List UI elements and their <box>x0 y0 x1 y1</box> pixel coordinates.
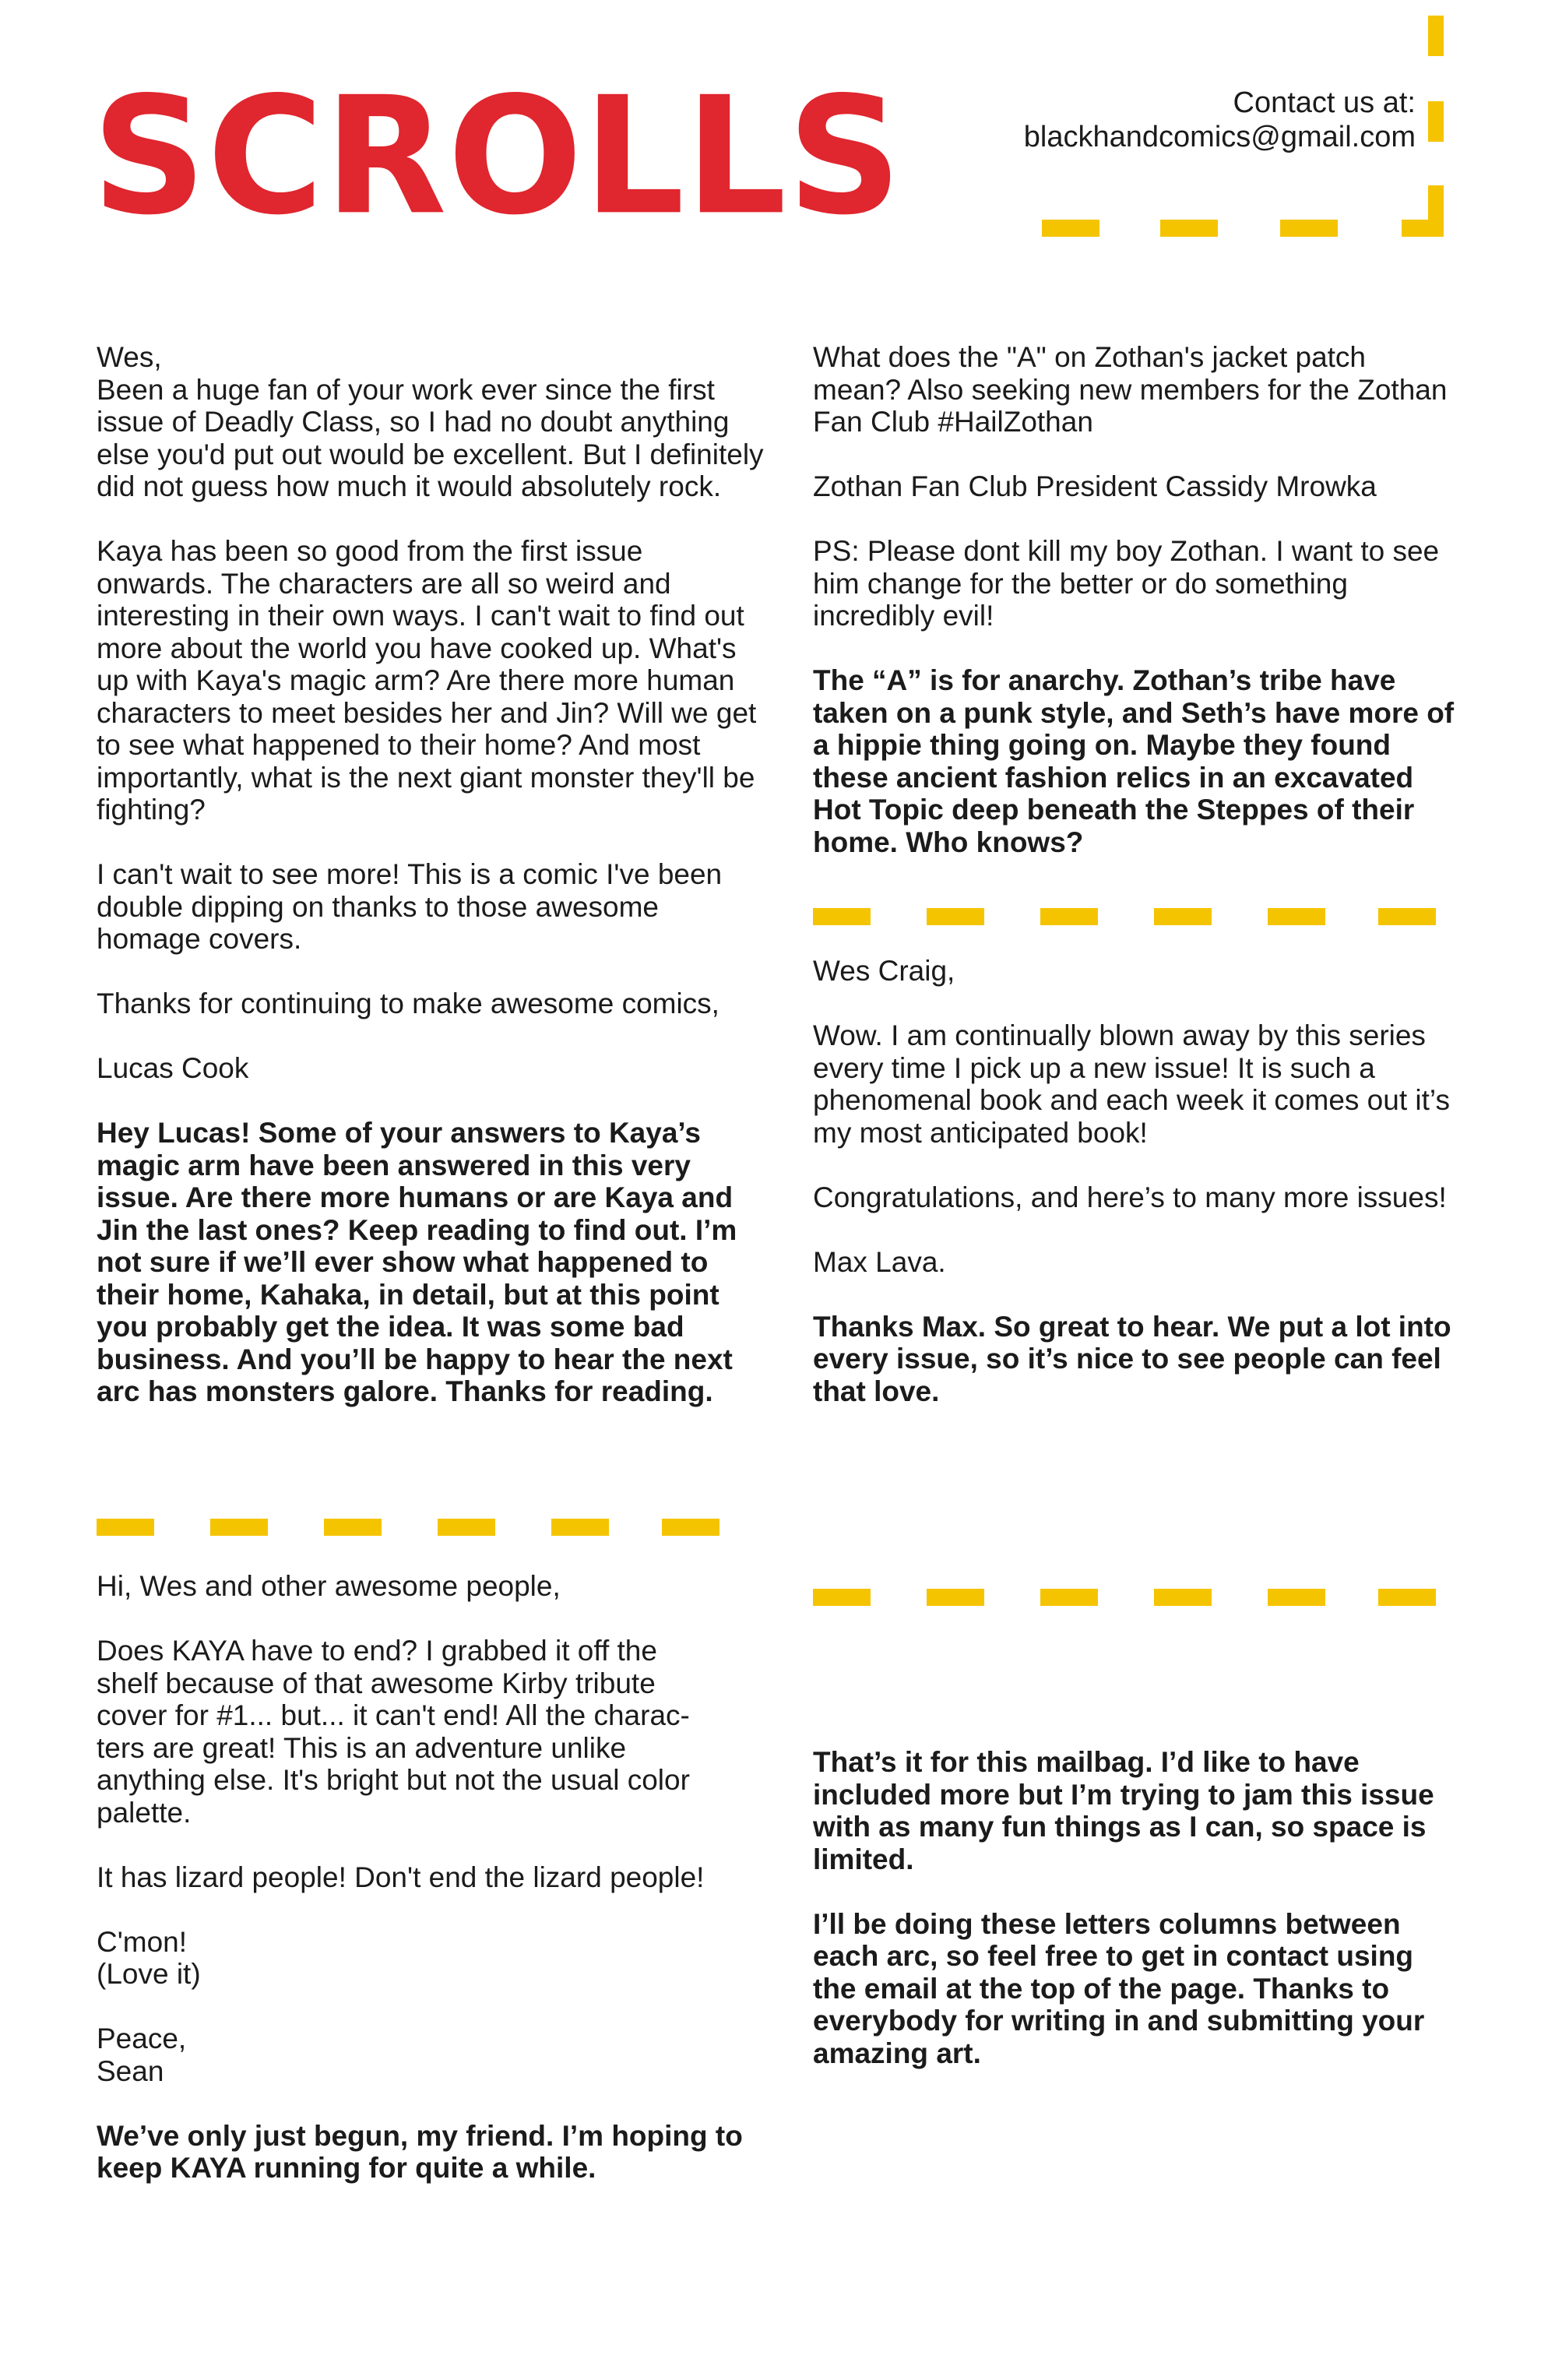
bracket-segment <box>1042 220 1099 237</box>
letter-paragraph: C'mon! (Love it) <box>97 1925 201 1990</box>
letter-paragraph: What does the "A" on Zothan's jacket patch mean? Also seeking new members for the Zothan Fan Club #HailZothan <box>813 341 1448 438</box>
section-divider <box>97 1519 719 1536</box>
bracket-segment <box>1428 101 1444 142</box>
editor-reply: We’ve only just begun, my friend. I’m hoping to keep KAYA running for quite a while. <box>97 2119 743 2184</box>
bracket-segment <box>1280 220 1338 237</box>
letter-paragraph: Kaya has been so good from the first issue onwards. The characters are all so weird and interesting in their own ways. I can't wait to find out more about the world you have cooked up. What's up with Kaya's magic arm? Are there more human characters to meet besides her and Jin? Will we get to see what happened to their home? And most importantly, what is the next giant monster they'll be fighting? <box>97 535 757 826</box>
editor-reply: Hey Lucas! Some of your answers to Kaya’s magic arm have been answered in this very issue. Are there more humans or are Kaya and Jin the last ones? Keep reading to find out. I’m not sure if we’ll ever show what happened to their home, Kahaka, in detail, but at this point you probably get the idea. It was some bad business. And you’ll be happy to hear the next arc has monsters galore. Thanks for reading. <box>97 1117 737 1407</box>
section-divider <box>813 908 1436 925</box>
contact-label: Contact us at: <box>1233 86 1416 119</box>
contact-email: blackhandcomics@gmail.com <box>1023 121 1416 153</box>
letter-signature: Zothan Fan Club President Cassidy Mrowka <box>813 470 1377 502</box>
letter-paragraph: Thanks for continuing to make awesome comics, <box>97 988 719 1019</box>
bracket-segment <box>1428 185 1444 237</box>
letter-salutation: Hi, Wes and other awesome people, <box>97 1570 561 1602</box>
letter-signature: Max Lava. <box>813 1245 946 1278</box>
letter-cassidy <box>813 341 1459 858</box>
section-divider <box>813 1589 1436 1606</box>
editor-reply: The “A” is for anarchy. Zothan’s tribe have taken on a punk style, and Seth’s have more of a hippie thing going on. Maybe they found these ancient fashion relics in an excavated Hot Topic deep beneath the Steppes of their home. Who knows? <box>813 664 1455 858</box>
left-column <box>97 341 766 1440</box>
letter-salutation: Wes, <box>97 341 162 373</box>
right-column-middle <box>813 955 1459 1440</box>
right-column <box>813 341 1459 891</box>
letter-paragraph: Congratulations, and here’s to many more issues! <box>813 1181 1447 1213</box>
left-column-lower <box>97 1570 766 2216</box>
letter-postscript: PS: Please dont kill my boy Zothan. I want to see him change for the better or do something incredibly evil! <box>813 535 1440 632</box>
bracket-segment <box>1160 220 1218 237</box>
bracket-segment <box>1428 16 1444 56</box>
letter-signature: Lucas Cook <box>97 1052 249 1084</box>
letter-paragraph: Does KAYA have to end? I grabbed it off the shelf because of that awesome Kirby tribute cover for #1... but... it can't end! All the charac-ters are great! This is an adventure unlike anything else. It's bright but not the usual color palette. <box>97 1635 690 1829</box>
closing-paragraph: That’s it for this mailbag. I’d like to have included more but I’m trying to jam this issue with as many fun things as I can, so space is limited. <box>813 1746 1434 1875</box>
letter-signature: Peace, Sean <box>97 2023 187 2087</box>
editor-reply: Thanks Max. So great to hear. We put a lot into every issue, so it’s nice to see people can feel that love. <box>813 1310 1451 1407</box>
letter-max <box>813 955 1459 1407</box>
closing-paragraph: I’ll be doing these letters columns between each arc, so feel free to get in contact using the email at the top of the page. Thanks to everybody for writing in and submitting your amazing art. <box>813 1907 1425 2069</box>
page-title-logo: SCROLLS <box>92 62 903 252</box>
closing-note <box>813 1746 1459 2102</box>
letter-paragraph: I can't wait to see more! This is a comic I've been double dipping on thanks to those awesome homage covers. <box>97 858 723 955</box>
letter-paragraph: Wow. I am continually blown away by this series every time I pick up a new issue! It is such a phenomenal book and each week it comes out it’s my most anticipated book! <box>813 1019 1450 1149</box>
letter-lucas <box>97 341 766 1408</box>
letter-salutation: Wes Craig, <box>813 955 955 987</box>
letter-paragraph: Been a huge fan of your work ever since the first issue of Deadly Class, so I had no doubt anything else you'd put out would be excellent. But I definitely did not guess how much it would absolutely rock. <box>97 373 764 502</box>
contact-block <box>1024 86 1416 154</box>
letter-sean <box>97 1570 766 2185</box>
letter-paragraph: It has lizard people! Don't end the lizard people! <box>97 1861 705 1893</box>
